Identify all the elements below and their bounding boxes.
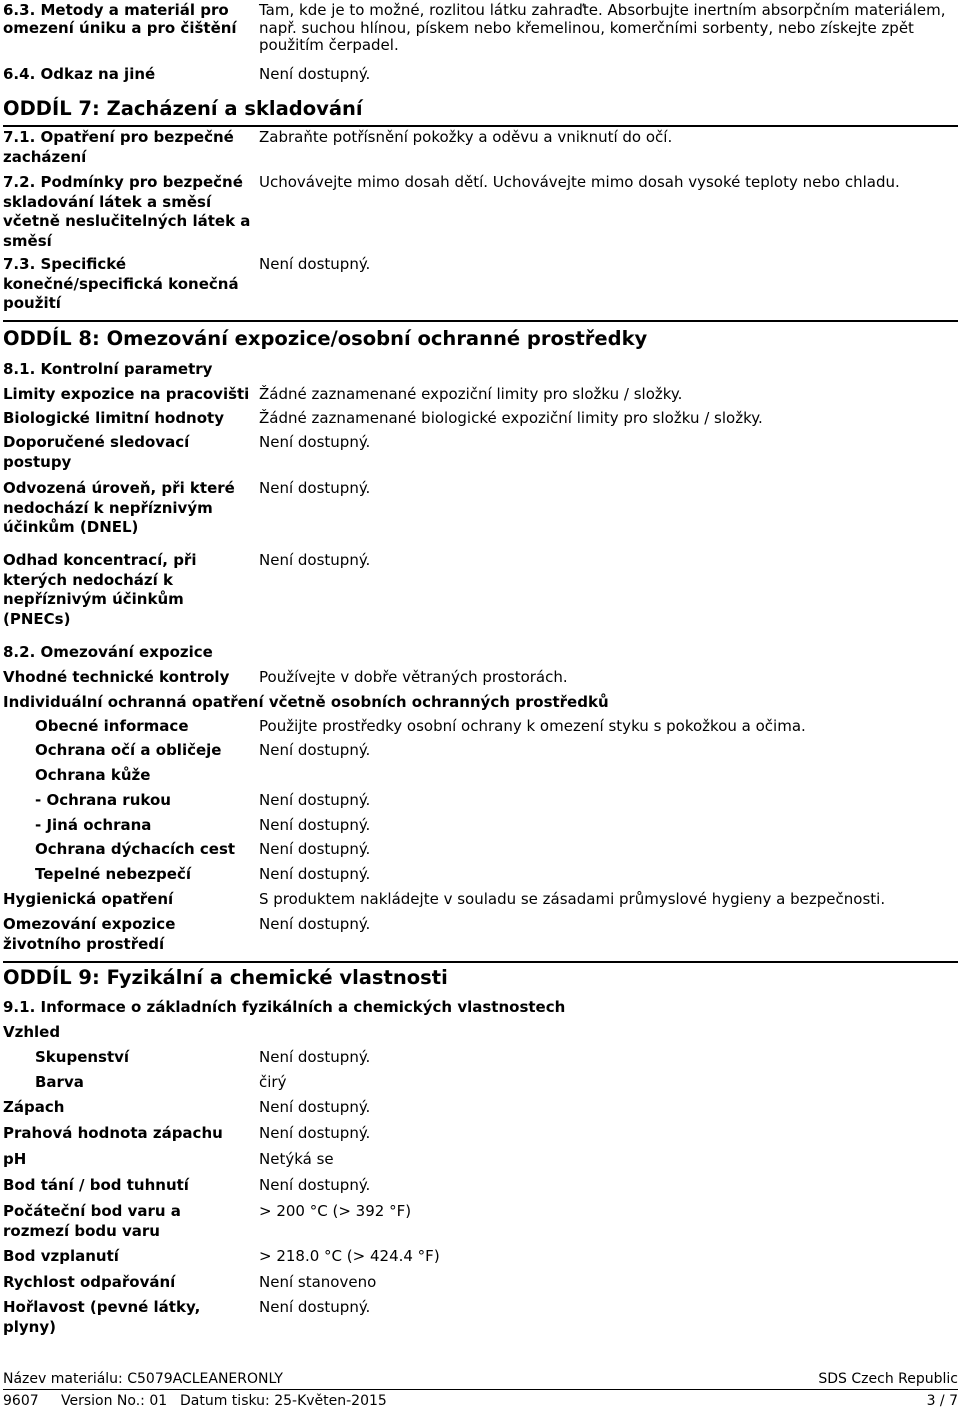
value-bio: Žádné zaznamenané biologické expoziční limity pro složku / složky. <box>259 409 763 427</box>
label-6-3: 6.3. Metody a materiál pro omezení úniku a pro čištění <box>3 1 237 37</box>
value-skupenstvi: Není dostupný. <box>259 1048 371 1066</box>
label-vzhled: Vzhled <box>3 1023 61 1041</box>
value-obecne: Použijte prostředky osobní ochrany k omezení styku s pokožkou a očima. <box>259 717 806 735</box>
label-bio: Biologické limitní hodnoty <box>3 409 224 427</box>
footer-code: 9607 <box>3 1393 39 1409</box>
value-tepelne: Není dostupný. <box>259 865 371 883</box>
value-rukou: Není dostupný. <box>259 791 371 809</box>
label-var: Počáteční bod varu a rozmezí bodu varu <box>3 1202 181 1240</box>
value-hygiena: S produktem nakládejte v souladu se zásadami průmyslové hygieny a bezpečnosti. <box>259 890 886 908</box>
label-prah: Prahová hodnota zápachu <box>3 1124 223 1142</box>
individual-heading: Individuální ochranná opatření včetně osobních ochranných prostředků <box>3 693 609 711</box>
value-odparovani: Není stanoveno <box>259 1273 377 1291</box>
label-zapach: Zápach <box>3 1098 65 1116</box>
label-oci: Ochrana očí a obličeje <box>35 741 222 759</box>
value-7-3: Není dostupný. <box>259 255 371 273</box>
footer-version: Version No.: 01 <box>61 1393 168 1409</box>
label-doporucene: Doporučené sledovací postupy <box>3 433 190 471</box>
footer-print-date: Datum tisku: 25-Květen-2015 <box>180 1393 387 1409</box>
label-tech: Vhodné technické kontroly <box>3 668 230 686</box>
value-env: Není dostupný. <box>259 915 371 933</box>
value-6-3: Tam, kde je to možné, rozlitou látku zahraďte. Absorbujte inertním absorpčním materiálem, např. suchou hlínou, pískem nebo křemelinou, komerčními sorbenty, nebo získejte zpět použitím čerpadel. <box>259 1 946 54</box>
value-6-4: Není dostupný. <box>259 65 371 83</box>
label-horlavost: Hořlavost (pevné látky, plyny) <box>3 1298 201 1336</box>
footer-material: Název materiálu: C5079ACLEANERONLY <box>3 1371 283 1387</box>
label-rukou: - Ochrana rukou <box>35 791 171 809</box>
value-ph: Netýká se <box>259 1150 334 1168</box>
footer-sds: SDS Czech Republic <box>818 1371 958 1387</box>
label-6-4: 6.4. Odkaz na jiné <box>3 65 156 83</box>
value-doporucene: Není dostupný. <box>259 433 371 451</box>
value-prah: Není dostupný. <box>259 1124 371 1142</box>
label-env: Omezování expozice životního prostředí <box>3 915 176 953</box>
label-barva: Barva <box>35 1073 84 1091</box>
label-7-1: 7.1. Opatření pro bezpečné zacházení <box>3 128 234 166</box>
subheading-8-1: 8.1. Kontrolní parametry <box>3 360 213 378</box>
label-tani: Bod tání / bod tuhnutí <box>3 1176 189 1194</box>
label-hygiena: Hygienická opatření <box>3 890 174 908</box>
label-skupenstvi: Skupenství <box>35 1048 130 1066</box>
value-barva: čirý <box>259 1073 287 1091</box>
label-vzplanuti: Bod vzplanutí <box>3 1247 119 1265</box>
subheading-8-2: 8.2. Omezování expozice <box>3 643 213 661</box>
label-kuze: Ochrana kůže <box>35 766 151 784</box>
value-vzplanuti: > 218.0 °C (> 424.4 °F) <box>259 1247 440 1265</box>
value-limity: Žádné zaznamenané expoziční limity pro složku / složky. <box>259 385 683 403</box>
value-zapach: Není dostupný. <box>259 1098 371 1116</box>
section-8-title: ODDÍL 8: Omezování expozice/osobní ochranné prostředky <box>3 327 648 350</box>
label-odparovani: Rychlost odpařování <box>3 1273 176 1291</box>
section-7-rule <box>3 125 958 127</box>
section-9-title: ODDÍL 9: Fyzikální a chemické vlastnosti <box>3 966 448 989</box>
value-dych: Není dostupný. <box>259 840 371 858</box>
section-8-rule <box>3 320 958 322</box>
label-7-2: 7.2. Podmínky pro bezpečné skladování látek a směsí včetně neslučitelných látek a směsí <box>3 173 251 250</box>
value-7-1: Zabraňte potřísnění pokožky a oděvu a vniknutí do očí. <box>259 128 673 146</box>
value-oci: Není dostupný. <box>259 741 371 759</box>
footer-page-number: 3 / 7 <box>926 1393 958 1409</box>
label-limity: Limity expozice na pracovišti <box>3 385 250 403</box>
subheading-9-1: 9.1. Informace o základních fyzikálních a chemických vlastnostech <box>3 998 566 1016</box>
section-9-rule <box>3 961 958 963</box>
value-jina: Není dostupný. <box>259 816 371 834</box>
label-dnel: Odvozená úroveň, při které nedochází k nepříznivým účinkům (DNEL) <box>3 479 235 536</box>
value-tani: Není dostupný. <box>259 1176 371 1194</box>
label-7-3: 7.3. Specifické konečné/specifická konečná použití <box>3 255 239 312</box>
label-tepelne: Tepelné nebezpečí <box>35 865 191 883</box>
label-ph: pH <box>3 1150 27 1168</box>
footer-rule <box>3 1389 958 1390</box>
value-pnec: Není dostupný. <box>259 551 371 569</box>
value-7-2: Uchovávejte mimo dosah dětí. Uchovávejte mimo dosah vysoké teploty nebo chladu. <box>259 173 900 191</box>
value-var: > 200 °C (> 392 °F) <box>259 1202 412 1220</box>
label-jina: - Jiná ochrana <box>35 816 152 834</box>
section-7-title: ODDÍL 7: Zacházení a skladování <box>3 97 363 120</box>
value-dnel: Není dostupný. <box>259 479 371 497</box>
value-horlavost: Není dostupný. <box>259 1298 371 1316</box>
value-tech: Používejte v dobře větraných prostorách. <box>259 668 568 686</box>
label-pnec: Odhad koncentrací, při kterých nedochází k nepříznivým účinkům (PNECs) <box>3 551 197 628</box>
label-dych: Ochrana dýchacích cest <box>35 840 236 858</box>
label-obecne: Obecné informace <box>35 717 189 735</box>
